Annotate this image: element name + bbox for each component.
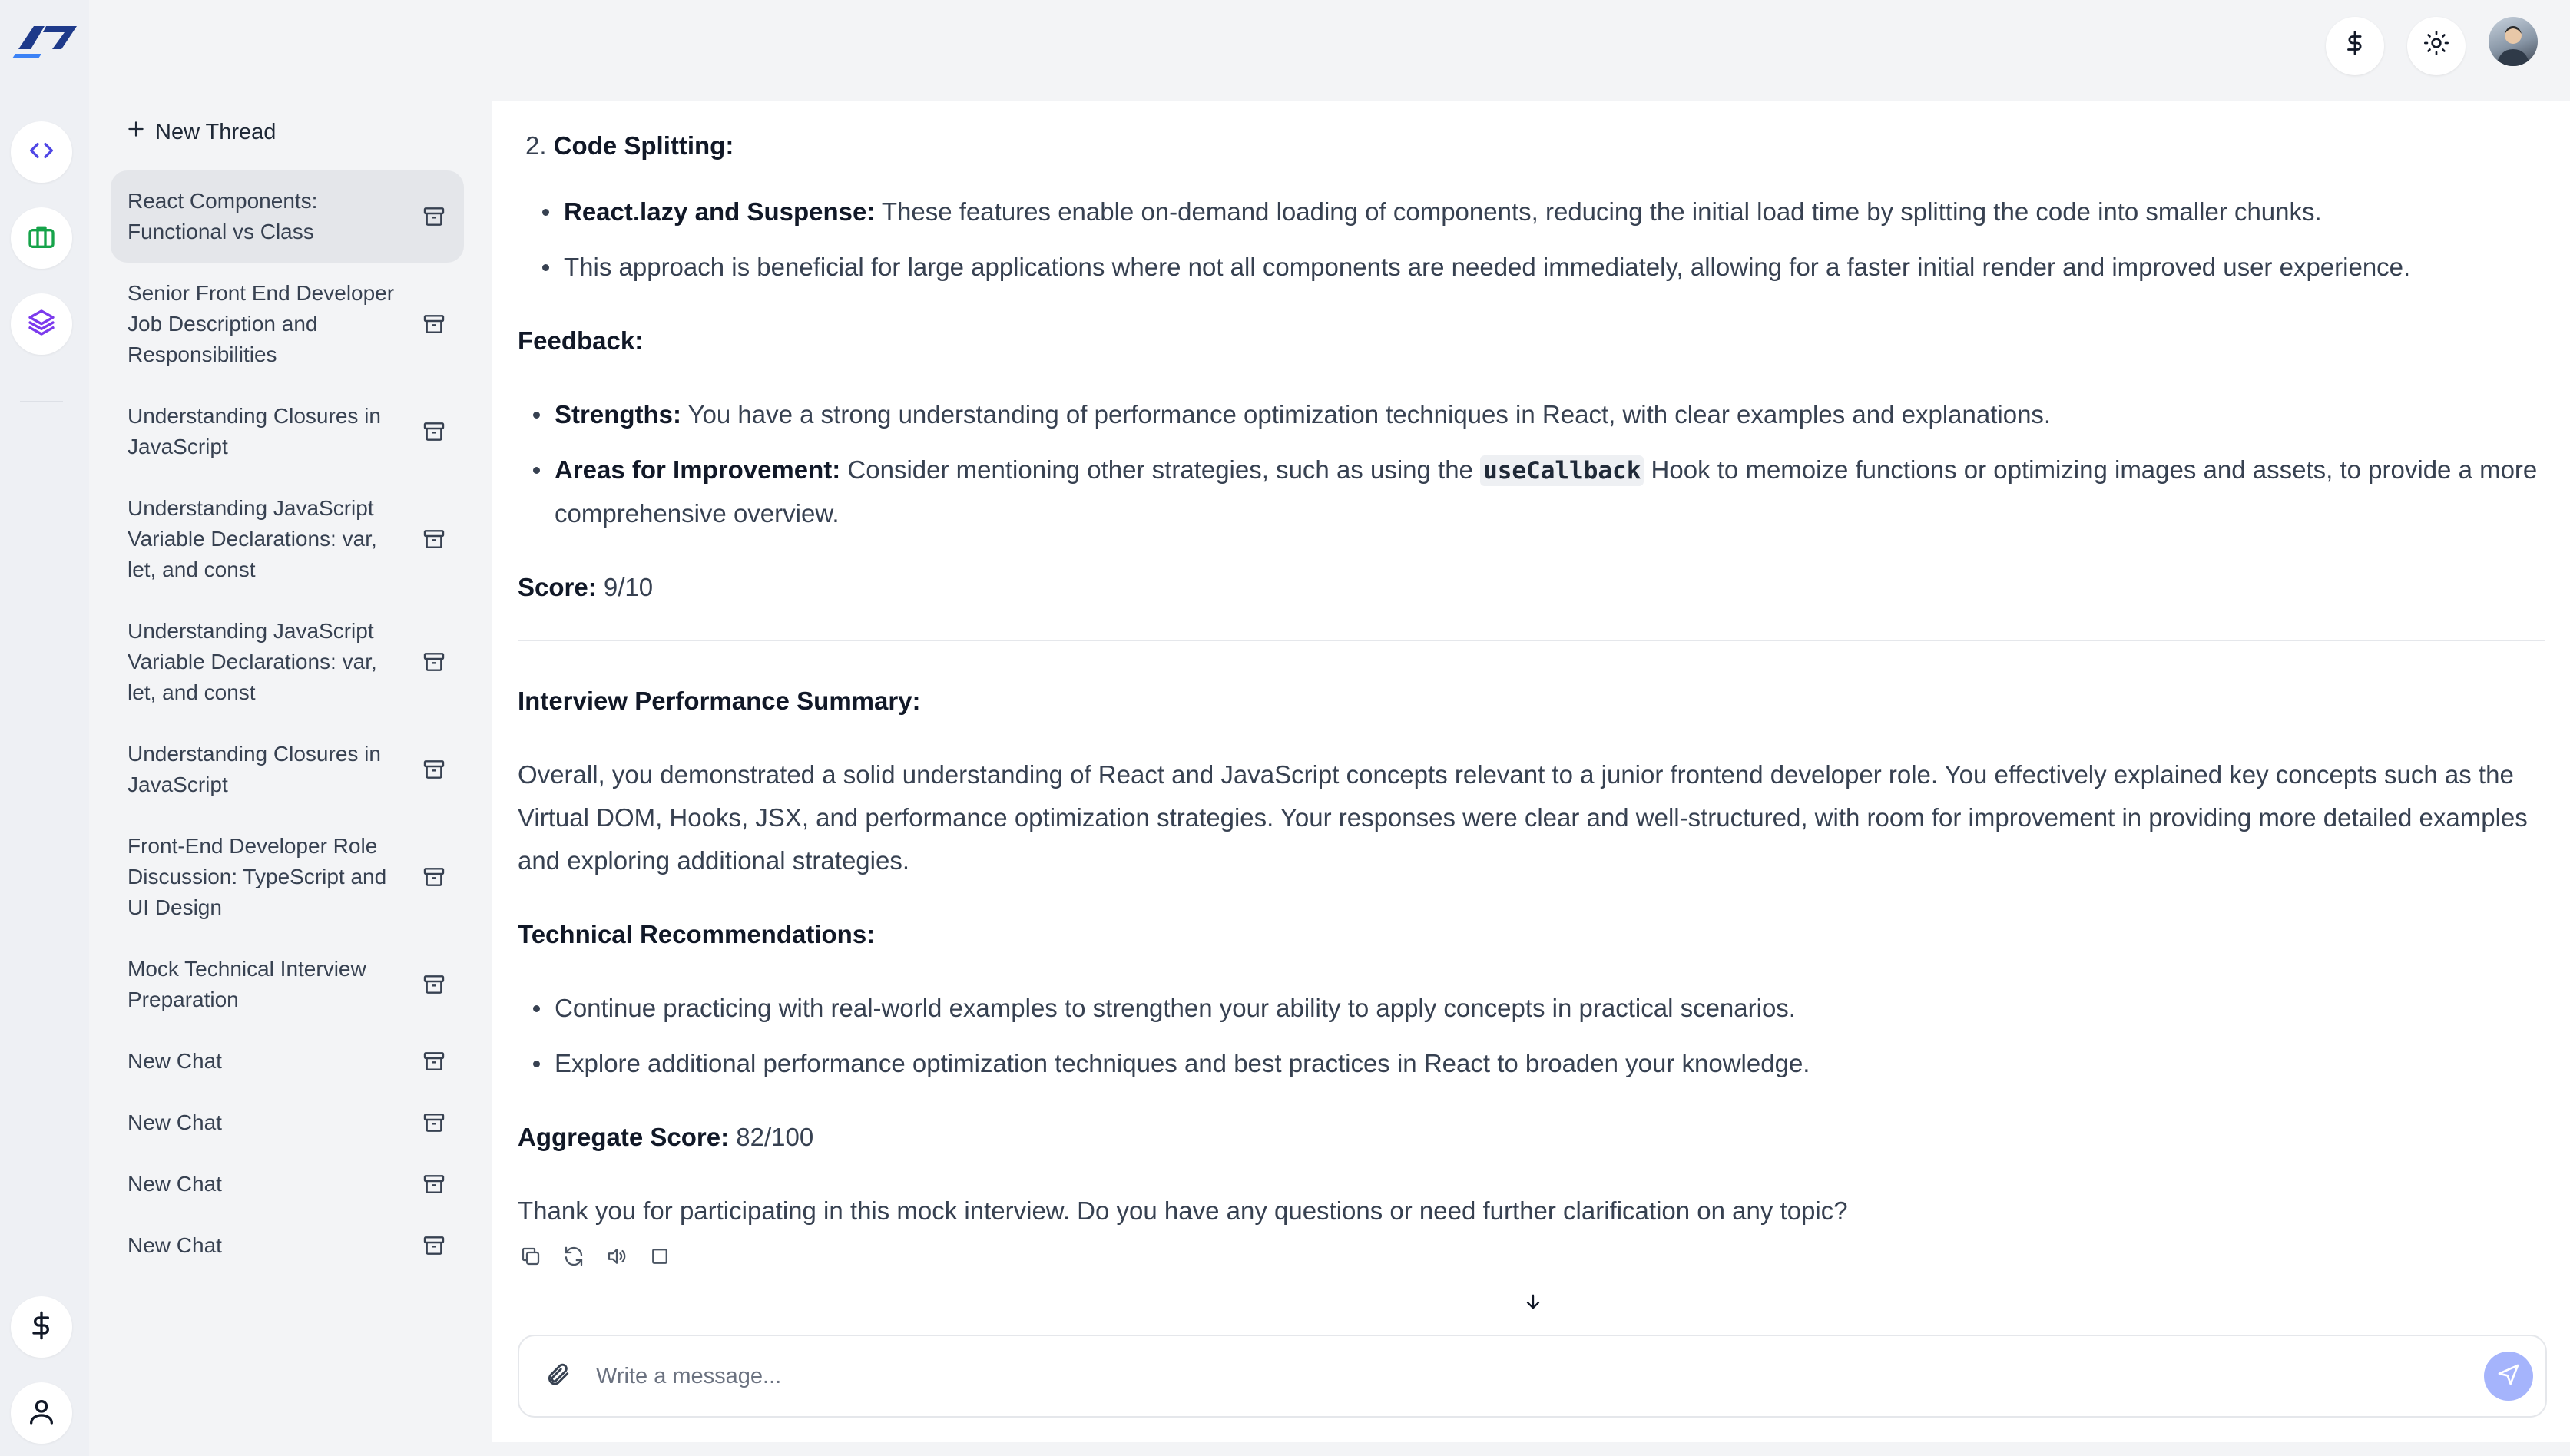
thread-item[interactable] — [111, 170, 464, 263]
assistant-message — [518, 124, 2545, 1269]
archive-icon[interactable] — [421, 649, 447, 675]
thread-item[interactable] — [111, 263, 464, 386]
send-icon — [2496, 1362, 2521, 1391]
user-icon — [26, 1396, 57, 1431]
code-icon — [26, 135, 57, 170]
scroll-to-bottom-button[interactable] — [1515, 1286, 1551, 1321]
list-item — [555, 448, 2545, 535]
bold-term: Strengths: — [555, 400, 681, 429]
plus-icon — [126, 119, 146, 145]
closing-paragraph: Thank you for participating in this mock interview. Do you have any questions or need further clarification on any topic? — [518, 1196, 1848, 1225]
heading-text: Technical Recommendations: — [518, 920, 876, 948]
archive-icon[interactable] — [421, 864, 447, 890]
list-item-title: Code Splitting: — [553, 131, 734, 160]
regenerate-icon[interactable] — [561, 1243, 587, 1269]
chat-panel — [492, 101, 2570, 1442]
speaker-icon[interactable] — [604, 1243, 630, 1269]
new-thread-label: New Thread — [155, 119, 277, 144]
archive-icon[interactable] — [421, 311, 447, 337]
ordered-list-item — [518, 124, 2545, 167]
message-actions — [518, 1243, 2545, 1269]
archive-icon[interactable] — [421, 971, 447, 998]
list-number: 2. — [525, 131, 547, 160]
list-item — [555, 393, 2545, 436]
rail-divider — [20, 401, 63, 402]
list-item-text: These features enable on-demand loading of components, reducing the initial load time by splitting the code into smaller chunks. — [875, 197, 2322, 226]
thread-item[interactable] — [111, 723, 464, 816]
thread-item[interactable] — [111, 1031, 464, 1092]
thread-item-label: Understanding Closures in JavaScript — [128, 742, 381, 796]
list-item-text: Consider mentioning other strategies, such as using the — [840, 455, 1481, 484]
thread-item[interactable] — [111, 478, 464, 601]
archive-icon[interactable] — [421, 419, 447, 445]
list-item: Explore additional performance optimization techniques and best practices in React to broaden your knowledge. — [555, 1042, 2545, 1085]
aggregate-value: 82/100 — [729, 1123, 814, 1151]
code-nav-button[interactable] — [11, 121, 72, 183]
avatar[interactable] — [2489, 17, 2538, 66]
thread-item[interactable] — [111, 1153, 464, 1215]
tech-heading — [518, 913, 2545, 956]
thread-item-label: Understanding JavaScript Variable Declarations: var, let, and const — [128, 496, 377, 581]
bold-term: Areas for Improvement: — [555, 455, 841, 484]
thread-item-label: Front-End Developer Role Discussion: TypeScript and UI Design — [128, 834, 387, 919]
briefcase-icon — [26, 221, 57, 256]
app-logo[interactable] — [11, 15, 77, 61]
copy-icon[interactable] — [518, 1243, 544, 1269]
score-label: Score: — [518, 573, 597, 601]
aggregate-score-line — [518, 1116, 2545, 1159]
archive-icon[interactable] — [421, 1233, 447, 1259]
profile-nav-button[interactable] — [11, 1382, 72, 1444]
threads-sidebar — [89, 0, 492, 1456]
bold-term: React.lazy and Suspense: — [564, 197, 876, 226]
thread-list — [111, 170, 464, 1276]
heading-text: Interview Performance Summary: — [518, 687, 921, 715]
pricing-button[interactable] — [2326, 17, 2384, 75]
message-input[interactable] — [596, 1364, 2484, 1389]
list-item-text: This approach is beneficial for large applications where not all components are needed immediately, allowing for a faster initial render and improved user experience. — [564, 253, 2411, 281]
thread-item-label: Mock Technical Interview Preparation — [128, 957, 366, 1011]
thread-item-label: New Chat — [128, 1172, 222, 1196]
layers-nav-button[interactable] — [11, 293, 72, 355]
list-item — [564, 190, 2545, 233]
thread-item-label: New Chat — [128, 1233, 222, 1257]
thread-item-label: Senior Front End Developer Job Description and Responsibilities — [128, 281, 395, 366]
paperclip-icon — [545, 1362, 571, 1391]
thread-item-label: Understanding Closures in JavaScript — [128, 404, 381, 458]
score-line — [518, 566, 2545, 609]
dollar-icon — [26, 1310, 57, 1345]
message-composer — [518, 1335, 2547, 1418]
thread-item-label: New Chat — [128, 1110, 222, 1134]
billing-nav-button[interactable] — [11, 1296, 72, 1358]
checkbox-icon[interactable] — [647, 1243, 673, 1269]
arrow-down-icon — [1522, 1291, 1544, 1316]
jobs-nav-button[interactable] — [11, 207, 72, 269]
attach-button[interactable] — [519, 1362, 596, 1391]
thread-item[interactable] — [111, 601, 464, 723]
sub-bullet-list — [518, 190, 2545, 289]
icon-rail — [0, 0, 89, 1456]
archive-icon[interactable] — [421, 1110, 447, 1136]
archive-icon[interactable] — [421, 204, 447, 230]
new-thread-button[interactable] — [126, 114, 276, 151]
archive-icon[interactable] — [421, 756, 447, 783]
aggregate-label: Aggregate Score: — [518, 1123, 730, 1151]
thread-item[interactable] — [111, 816, 464, 938]
summary-heading — [518, 680, 2545, 723]
list-item-text: You have a strong understanding of performance optimization techniques in React, with clear examples and explanations. — [681, 400, 2052, 429]
thread-item[interactable] — [111, 1215, 464, 1276]
feedback-heading — [518, 319, 2545, 362]
divider — [518, 640, 2545, 641]
archive-icon[interactable] — [421, 526, 447, 552]
dollar-icon — [2342, 30, 2368, 63]
thread-item-label: New Chat — [128, 1049, 222, 1073]
feedback-list — [518, 393, 2545, 535]
layers-icon — [26, 307, 57, 342]
archive-icon[interactable] — [421, 1171, 447, 1197]
summary-paragraph: Overall, you demonstrated a solid understanding of React and JavaScript concepts relevant to a junior frontend developer role. You effectively explained key concepts such as the Virtual DOM, Hooks, JSX, and performance optimization strategies. Your responses were clear and well-structured, with room for improvement in providing more detailed examples and exploring additional strategies. — [518, 760, 2528, 875]
heading-text: Feedback: — [518, 326, 644, 355]
thread-item-label: Understanding JavaScript Variable Declarations: var, let, and const — [128, 619, 377, 704]
tech-list — [518, 987, 2545, 1085]
thread-item[interactable] — [111, 1092, 464, 1153]
score-value: 9/10 — [596, 573, 654, 601]
thread-item-label: React Components: Functional vs Class — [128, 189, 318, 243]
thread-item[interactable] — [111, 386, 464, 478]
list-item — [564, 246, 2545, 289]
list-item: Continue practicing with real-world examples to strengthen your ability to apply concepts in practical scenarios. — [555, 987, 2545, 1030]
archive-icon[interactable] — [421, 1048, 447, 1074]
theme-toggle-button[interactable] — [2407, 17, 2466, 75]
inline-code: useCallback — [1480, 455, 1644, 486]
thread-item[interactable] — [111, 938, 464, 1031]
list-item-text: Hook to memoize functions or optimizing images and assets, to provide a more comprehensive overview. — [555, 455, 2538, 528]
send-button[interactable] — [2484, 1352, 2533, 1401]
sun-icon — [2424, 31, 2449, 62]
